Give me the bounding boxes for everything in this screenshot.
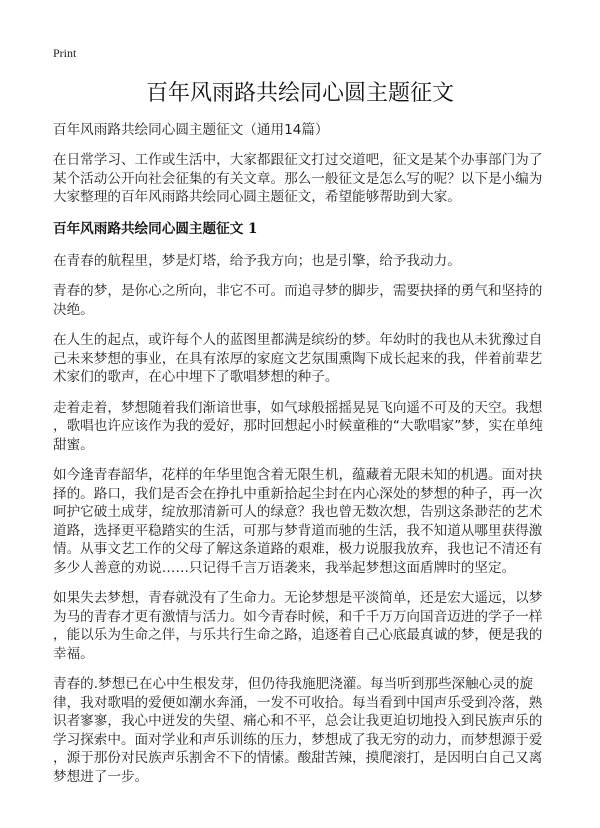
paragraph-line: 多少人善意的劝说……只记得千言万语袭来，我举起梦想这面盾牌时的坚定。 xyxy=(53,559,516,576)
page-title: 百年风雨路共绘同心圆主题征文 xyxy=(145,81,454,106)
body-paragraph xyxy=(53,399,553,455)
paragraph-line: 如果失去梦想，青春就没有了生命力。无论梦想是平淡简单，还是宏大遥远，以梦 xyxy=(53,590,543,606)
paragraph-line: 己未来梦想的事业，在具有浓厚的家庭文艺氛围熏陶下成长起来的我，伴着前辈艺 xyxy=(53,350,543,367)
body-paragraph xyxy=(53,675,553,786)
document-subtitle: 百年风雨路共绘同心圆主题征文（通用14篇） xyxy=(53,122,329,138)
body-paragraph xyxy=(53,466,553,577)
paragraph-line: ，能以乐为生命之伴，与乐共行生命之路，追逐着自己心底最真诚的梦，便是我的 xyxy=(53,627,543,643)
intro-line: 在日常学习、工作或生活中，大家都跟征文打过交道吧，征文是某个办事部门为了 xyxy=(53,152,543,168)
paragraph-line: 律，我对歌唱的爱便如潮水奔涌，一发不可收拾。每当看到中国声乐受到冷落，熟 xyxy=(53,694,543,711)
paragraph-line: 如今逢青春韶华，花样的年华里饱含着无限生机，蕴藏着无限未知的机遇。面对抉 xyxy=(53,467,543,483)
intro-line: 某个活动公开向社会征集的有关文章。那么一般征文是怎么写的呢？以下是小编为 xyxy=(53,170,543,187)
body-paragraph xyxy=(53,282,553,319)
document-body xyxy=(53,120,553,798)
paragraph-line: ，源于那份对民族声乐割舍不下的情愫。酸甜苦辣，摸爬滚打，是因明白自己又离 xyxy=(53,750,543,766)
paragraph-line: 青春的梦，是你心之所向，非它不可。而追寻梦的脚步，需要抉择的勇气和坚持的 xyxy=(53,283,543,299)
paragraph-line: 择的。路口，我们是否会在挣扎中重新拾起尘封在内心深处的梦想的种子，再一次 xyxy=(53,485,543,502)
paragraph-line: 决绝。 xyxy=(53,301,94,318)
body-paragraph xyxy=(53,331,553,387)
paragraph-line: 青春的.梦想已在心中生根发芽，但仍待我施肥浇灌。每当听到那些深触心灵的旋 xyxy=(53,676,534,692)
section-heading: 百年风雨路共绘同心圆主题征文 1 xyxy=(53,220,258,237)
body-paragraph xyxy=(53,252,553,271)
paragraph-line: 道路，选择更平稳踏实的生活，可那与梦背道而驰的生活，我不知道从哪里获得激 xyxy=(53,522,543,539)
paragraph-line: 情。从事文艺工作的父母了解这条道路的艰难，极力说服我放弃，我也记不清还有 xyxy=(53,541,543,557)
intro-line: 大家整理的百年风雨路共绘同心圆主题征文，希望能够帮助到大家。 xyxy=(53,189,461,205)
paragraph-line: 呵护它破土成芽，绽放那清新可人的绿意？我也曾无数次想，告别这条渺茫的艺术 xyxy=(53,504,543,520)
paragraph-line: 识者寥寥，我心中迸发的失望、痛心和不平，总会让我更迫切地投入到民族声乐的 xyxy=(53,713,543,729)
paragraph-line: 在青春的航程里，梦是灯塔，给予我方向；也是引擎，给予我动力。 xyxy=(53,252,461,269)
paragraph-line: 梦想进了一步。 xyxy=(53,768,149,785)
paragraph-line: ，歌唱也许应该作为我的爱好，那时回想起小时候童稚的“大歌唱家”梦，实在单纯 xyxy=(53,418,543,434)
paragraph-line: 甜蜜。 xyxy=(53,436,94,453)
paragraph-line: 学习探索中。面对学业和声乐训练的压力，梦想成了我无穷的动力，而梦想源于爱 xyxy=(53,731,543,748)
paragraph-line: 在人生的起点，或许每个人的蓝图里都满是缤纷的梦。年幼时的我也从未犹豫过自 xyxy=(53,332,543,348)
paragraph-line: 术家们的歌声，在心中埋下了歌唱梦想的种子。 xyxy=(53,369,339,385)
print-label: Print xyxy=(53,46,77,60)
paragraph-line: 幸福。 xyxy=(53,645,94,662)
paragraph-line: 为马的青春才更有激情与活力。如今青春时候，和千千万万向国音迈进的学子一样 xyxy=(53,608,543,625)
body-paragraph xyxy=(53,589,553,663)
paragraph-line: 走着走着，梦想随着我们渐谙世事，如气球般摇摇晃晃飞向遥不可及的天空。我想 xyxy=(53,399,543,416)
intro-paragraph xyxy=(53,151,553,207)
